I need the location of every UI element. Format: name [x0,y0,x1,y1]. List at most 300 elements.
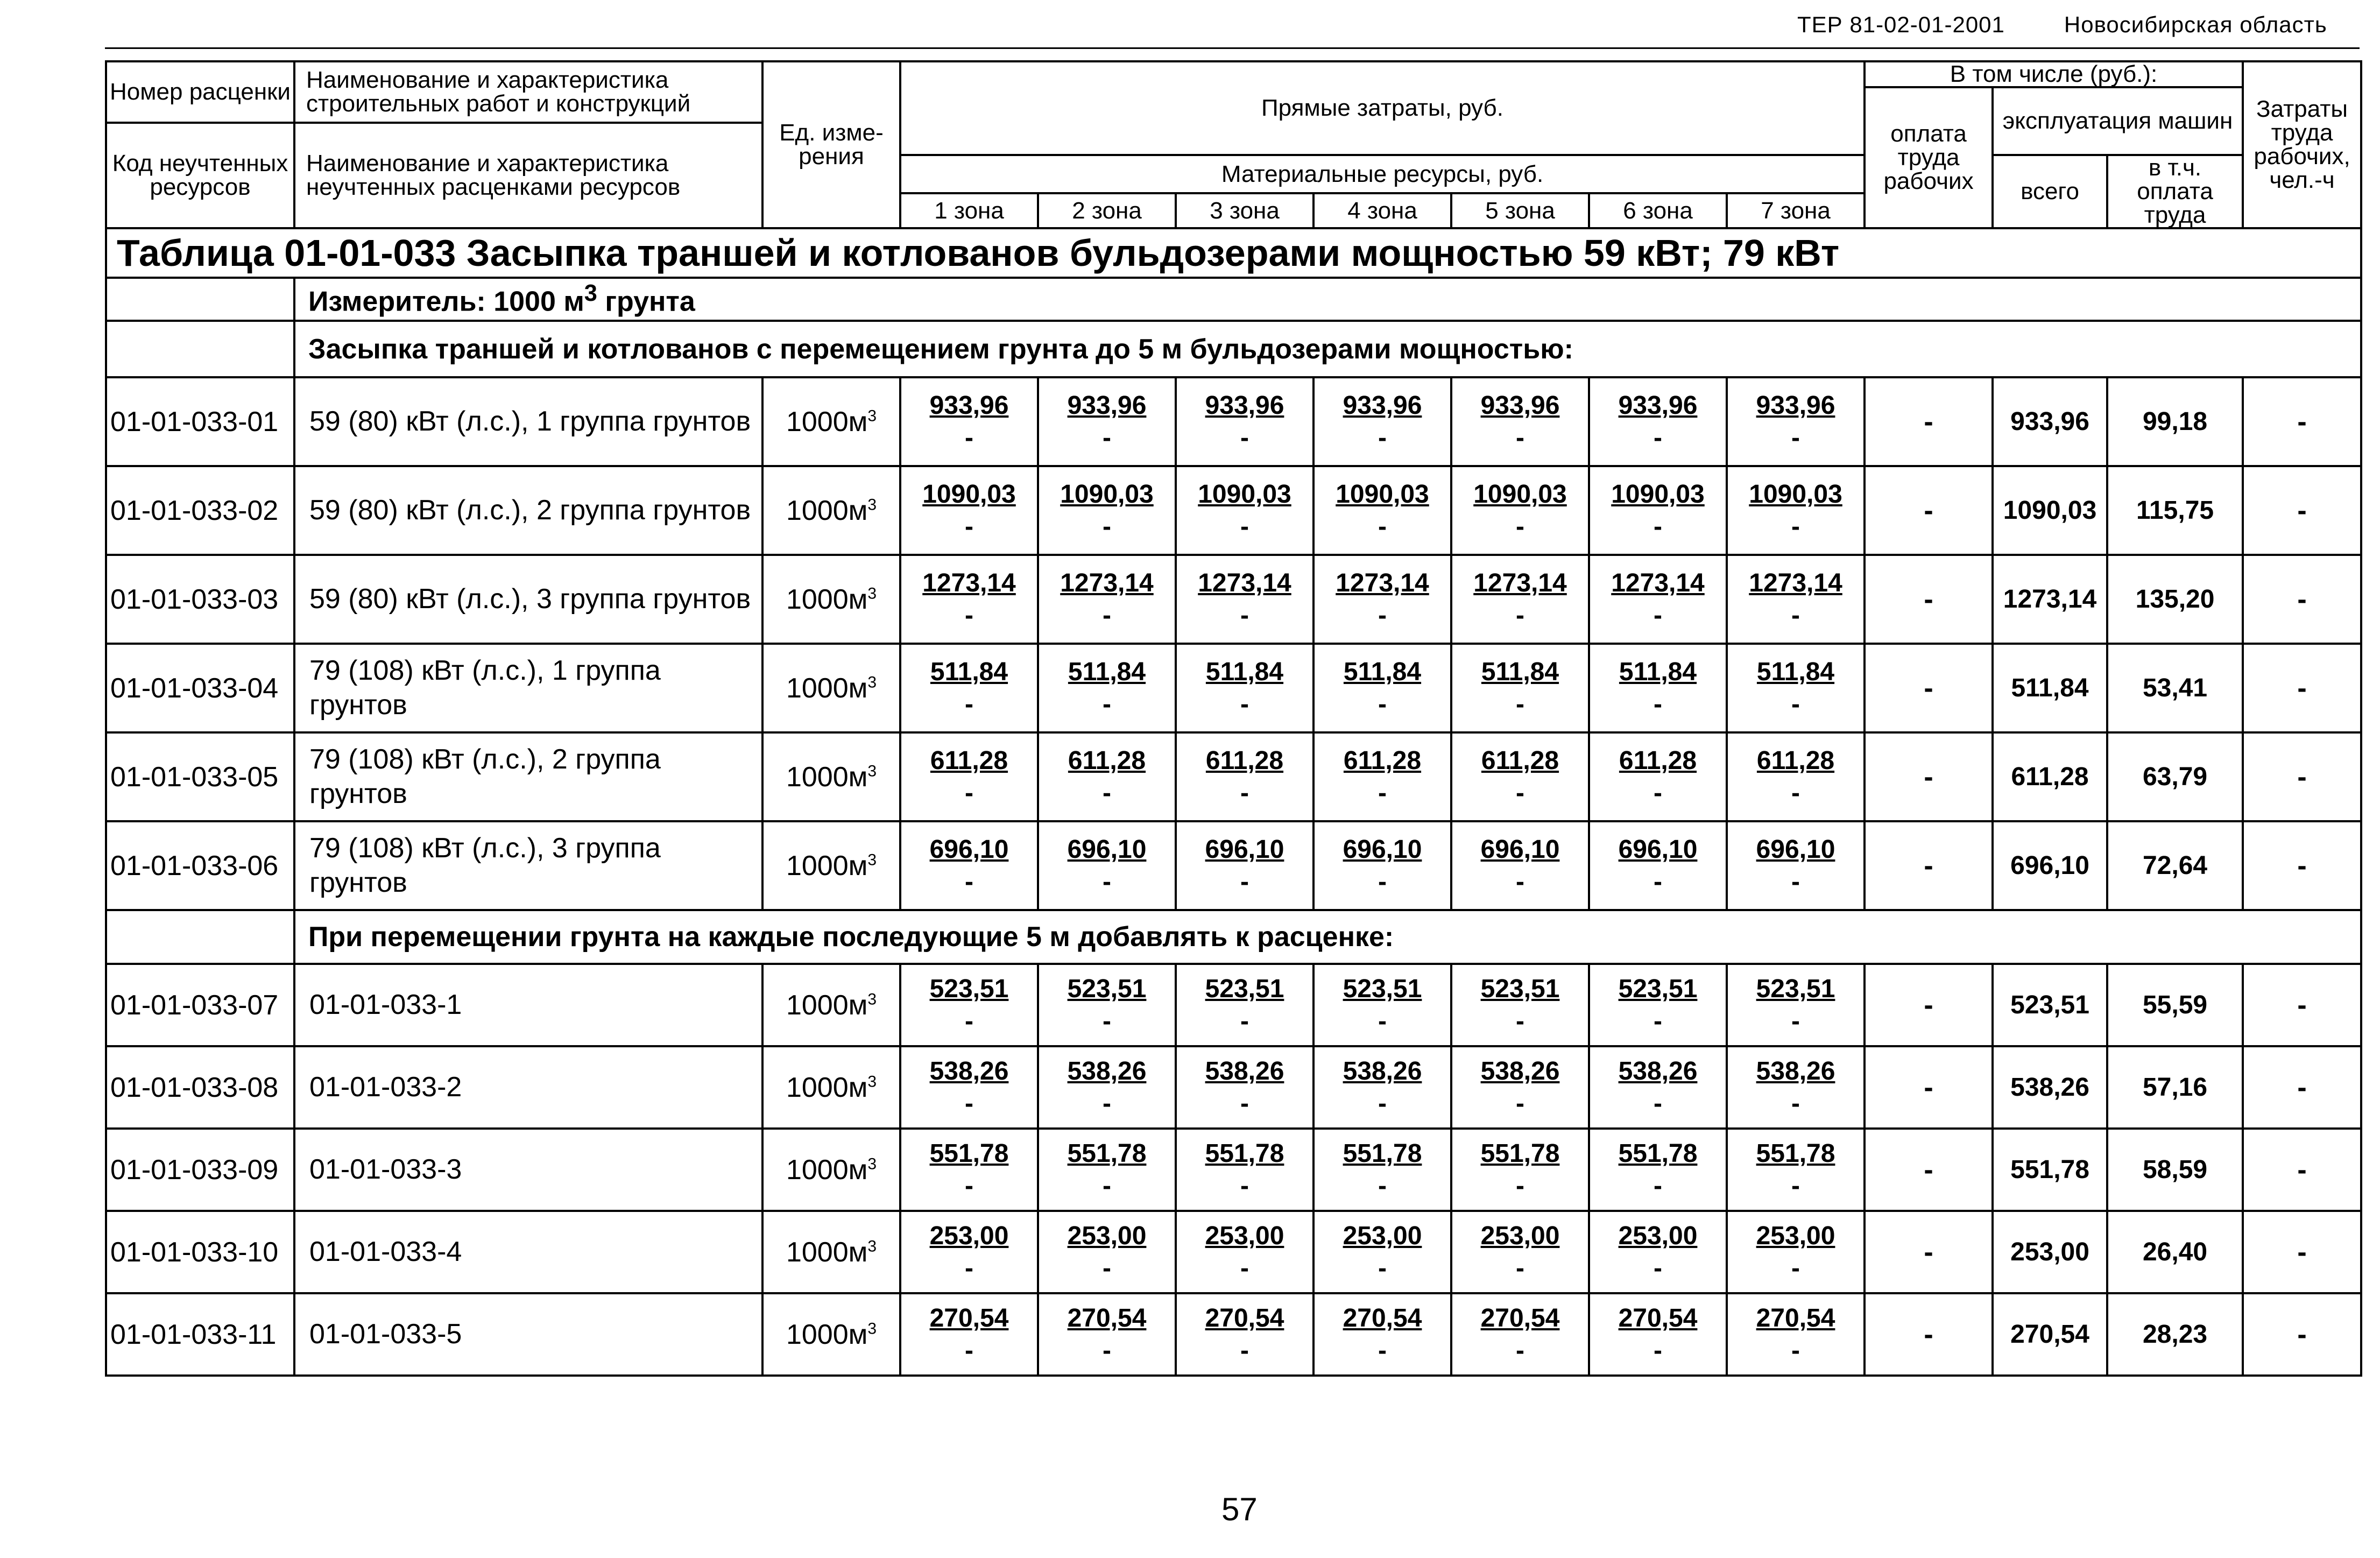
zone-cost-unaccounted: - [1654,778,1662,807]
zone-cost-unaccounted: - [1103,512,1111,541]
zone-cost [1451,466,1589,555]
zone-cost-value: 511,84 [1756,657,1835,686]
zone-cost [1313,377,1451,466]
zone-header: 2 зона [1038,193,1176,228]
zone-cost [1313,466,1451,555]
zone-cost-value: 511,84 [1481,657,1559,686]
zone-cost-value: 523,51 [929,974,1009,1003]
rate-code: 01-01-033-04 [106,644,294,732]
table-row [106,732,2361,821]
zone-cost-unaccounted: - [965,601,973,630]
zone-cost-value: 270,54 [1618,1303,1698,1333]
zone-cost-value: 511,84 [1619,657,1697,686]
zone-cost-unaccounted: - [1516,1336,1524,1365]
zone-cost-value: 551,78 [1205,1139,1284,1168]
zone-cost-unaccounted: - [1516,1171,1524,1200]
machines-total: 511,84 [1993,644,2107,732]
zone-cost-unaccounted: - [1240,778,1249,807]
zone-cost-value: 611,28 [1756,746,1835,775]
zone-cost-value: 270,54 [1205,1303,1284,1333]
header-machines: эксплуатация машин [1993,87,2243,155]
labor-pay: - [1865,1211,1993,1293]
zone-cost [1176,1129,1313,1211]
header-machines-total: всего [1993,155,2107,228]
zone-cost-unaccounted: - [1378,1253,1387,1282]
zone-cost-value: 253,00 [1756,1221,1835,1250]
zone-cost-value: 933,96 [1618,391,1698,420]
machines-total: 253,00 [1993,1211,2107,1293]
zone-cost-unaccounted: - [1378,601,1387,630]
empty-cell [106,910,294,964]
labor-pay: - [1865,1046,1993,1129]
zone-cost [1038,732,1176,821]
machines-total: 611,28 [1993,732,2107,821]
labor-pay: - [1865,555,1993,644]
zone-cost-unaccounted: - [1654,1171,1662,1200]
zone-cost-value: 511,84 [1068,657,1146,686]
zone-cost-unaccounted: - [1791,601,1800,630]
labor-cost: - [2243,964,2361,1046]
machines-total: 538,26 [1993,1046,2107,1129]
machines-labor: 57,16 [2107,1046,2243,1129]
zone-cost [1727,1211,1865,1293]
zone-cost-value: 1090,03 [1749,480,1842,509]
zone-cost-unaccounted: - [1791,1171,1800,1200]
section-heading-additional: При перемещении грунта на каждые последующие 5 м добавлять к расценке: [294,910,2361,964]
work-name: 01-01-033-3 [294,1129,762,1211]
zone-cost-unaccounted: - [965,1171,973,1200]
zone-cost-unaccounted: - [1240,1336,1249,1365]
zone-header: 1 зона [900,193,1038,228]
rate-code: 01-01-033-01 [106,377,294,466]
zone-cost [1727,1046,1865,1129]
zone-cost-value: 1273,14 [1473,568,1567,597]
zone-cost-unaccounted: - [1378,1171,1387,1200]
zone-cost-unaccounted: - [1103,1089,1111,1118]
zone-cost [1451,377,1589,466]
zone-cost [1313,1293,1451,1376]
zone-cost-unaccounted: - [965,689,973,718]
zone-cost-value: 551,78 [1343,1139,1422,1168]
zone-cost-value: 611,28 [1481,746,1559,775]
zone-cost-unaccounted: - [965,1006,973,1035]
table-row [106,1129,2361,1211]
labor-pay: - [1865,1129,1993,1211]
zone-cost [1038,555,1176,644]
zone-cost-value: 523,51 [1618,974,1698,1003]
zone-cost-unaccounted: - [1103,1253,1111,1282]
header-including: В том числе (руб.): [1865,61,2243,87]
labor-cost: - [2243,555,2361,644]
labor-cost: - [2243,1129,2361,1211]
zone-cost-unaccounted: - [1654,867,1662,896]
unit-cell: $1000м^3$ [762,1046,900,1129]
zone-cost-unaccounted: - [1791,689,1800,718]
zone-cost [900,1211,1038,1293]
zone-cost-value: 696,10 [1343,835,1422,864]
unit-cell: $1000м^3$ [762,1129,900,1211]
zone-cost-value: 253,00 [1343,1221,1422,1250]
zone-cost-unaccounted: - [1240,601,1249,630]
zone-cost-value: 1273,14 [1749,568,1842,597]
zone-cost-unaccounted: - [1240,689,1249,718]
unit-cell: $1000м^3$ [762,377,900,466]
zone-cost [1451,821,1589,910]
zone-cost [1313,1211,1451,1293]
zone-cost-unaccounted: - [1654,1253,1662,1282]
zone-cost [1589,555,1727,644]
zone-cost-value: 253,00 [929,1221,1009,1250]
zone-cost-unaccounted: - [1240,867,1249,896]
unit-cell: $1000м^3$ [762,732,900,821]
zone-cost-value: 696,10 [1205,835,1284,864]
work-name: 79 (108) кВт (л.с.), 2 группа грунтов [294,732,762,821]
machines-total: 551,78 [1993,1129,2107,1211]
zone-cost-value: 933,96 [1067,391,1147,420]
zone-cost-value: 551,78 [1756,1139,1835,1168]
zone-cost-unaccounted: - [1378,423,1387,452]
zone-cost-value: 253,00 [1480,1221,1560,1250]
zone-cost-unaccounted: - [1378,1336,1387,1365]
zone-cost-unaccounted: - [1791,778,1800,807]
zone-header: 7 зона [1727,193,1865,228]
header-machines-labor: в т.ч. оплата труда [2107,155,2243,228]
zone-cost-value: 253,00 [1067,1221,1147,1250]
zone-cost-unaccounted: - [1378,1089,1387,1118]
table-row [106,964,2361,1046]
zone-cost-value: 511,84 [1205,657,1284,686]
unit-cell: $1000м^3$ [762,1211,900,1293]
work-name: 59 (80) кВт (л.с.), 3 группа грунтов [294,555,762,644]
zone-cost [900,1293,1038,1376]
zone-cost-value: 696,10 [929,835,1009,864]
zone-cost [1038,964,1176,1046]
zone-cost-value: 1273,14 [1060,568,1154,597]
zone-cost [1451,1046,1589,1129]
labor-pay: - [1865,1293,1993,1376]
zone-header: 4 зона [1313,193,1451,228]
zone-cost-value: 696,10 [1067,835,1147,864]
zone-cost-value: 933,96 [1343,391,1422,420]
table-row [106,644,2361,732]
zone-cost [900,644,1038,732]
zone-cost-value: 1273,14 [1611,568,1705,597]
work-name: 59 (80) кВт (л.с.), 1 группа грунтов [294,377,762,466]
zone-cost [900,1129,1038,1211]
zone-cost-unaccounted: - [1103,1006,1111,1035]
zone-cost [1589,964,1727,1046]
unit-cell: $1000м^3$ [762,644,900,732]
work-name: 01-01-033-2 [294,1046,762,1129]
zone-cost-unaccounted: - [1378,778,1387,807]
zone-cost-unaccounted: - [1516,601,1524,630]
zone-cost-value: 538,26 [1618,1056,1698,1085]
zone-cost-value: 696,10 [1618,835,1698,864]
unit-cell: $1000м^3$ [762,466,900,555]
zone-cost [1176,1211,1313,1293]
unit-cell: $1000м^3$ [762,821,900,910]
zone-cost-value: 538,26 [1205,1056,1284,1085]
header-unit: Ед. изме-рения [762,61,900,228]
machines-total: 1273,14 [1993,555,2107,644]
zone-cost [1313,732,1451,821]
section-heading-base: Засыпка траншей и котлованов с перемещением грунта до 5 м бульдозерами мощностью: [294,321,2361,377]
zone-cost [1727,964,1865,1046]
zone-cost-unaccounted: - [1103,778,1111,807]
measure-unit: Измеритель: 1000 $м^3$ грунта [294,278,2361,321]
zone-cost-value: 523,51 [1480,974,1560,1003]
machines-labor: 63,79 [2107,732,2243,821]
zone-cost [1176,555,1313,644]
zone-cost [1727,732,1865,821]
zone-cost-value: 551,78 [929,1139,1009,1168]
zone-cost-unaccounted: - [1103,1171,1111,1200]
machines-labor: 26,40 [2107,1211,2243,1293]
zone-cost-unaccounted: - [1378,867,1387,896]
zone-cost [1727,821,1865,910]
zone-cost-value: 551,78 [1618,1139,1698,1168]
machines-total: 523,51 [1993,964,2107,1046]
zone-cost [1038,1129,1176,1211]
zone-cost-unaccounted: - [965,867,973,896]
header-labor-pay: оплата труда рабочих [1865,87,1993,228]
zone-cost-value: 538,26 [1067,1056,1147,1085]
zone-cost [1176,466,1313,555]
zone-cost [1589,377,1727,466]
page-number: 57 [1221,1491,1258,1527]
zone-cost [1589,732,1727,821]
work-name: 79 (108) кВт (л.с.), 3 группа грунтов [294,821,762,910]
rate-code: 01-01-033-10 [106,1211,294,1293]
labor-cost: - [2243,377,2361,466]
table-title: Таблица 01-01-033 Засыпка траншей и котлованов бульдозерами мощностью 59 кВт; 79 кВт [106,228,2361,278]
zone-cost-unaccounted: - [965,1253,973,1282]
zone-cost [1176,1293,1313,1376]
zone-cost-unaccounted: - [1516,1006,1524,1035]
zone-cost-value: 611,28 [930,746,1008,775]
zone-cost [1038,466,1176,555]
machines-labor: 115,75 [2107,466,2243,555]
zone-cost-unaccounted: - [1240,1006,1249,1035]
zone-cost-value: 253,00 [1205,1221,1284,1250]
zone-cost [1313,821,1451,910]
zone-cost-unaccounted: - [1791,1089,1800,1118]
header-rate-number: Номер расценки [106,61,294,123]
zone-cost [1589,1046,1727,1129]
zone-cost-value: 523,51 [1343,974,1422,1003]
zone-header: 5 зона [1451,193,1589,228]
zone-cost-value: 538,26 [1480,1056,1560,1085]
zone-cost-value: 523,51 [1067,974,1147,1003]
labor-cost: - [2243,466,2361,555]
zone-cost [1176,821,1313,910]
zone-cost [1727,1129,1865,1211]
zone-cost [1589,1293,1727,1376]
machines-total: 696,10 [1993,821,2107,910]
zone-cost-unaccounted: - [1654,1089,1662,1118]
zone-cost-value: 696,10 [1756,835,1835,864]
zone-cost [1589,644,1727,732]
machines-labor: 99,18 [2107,377,2243,466]
rate-code: 01-01-033-08 [106,1046,294,1129]
rate-code: 01-01-033-07 [106,964,294,1046]
zone-cost [900,821,1038,910]
header-work-name: Наименование и характеристика строительных работ и конструкций [294,61,762,123]
labor-pay: - [1865,821,1993,910]
zone-cost [1313,555,1451,644]
machines-labor: 55,59 [2107,964,2243,1046]
zone-cost-value: 551,78 [1480,1139,1560,1168]
zone-cost [1727,644,1865,732]
zone-cost [1176,732,1313,821]
zone-cost [1451,964,1589,1046]
labor-cost: - [2243,1046,2361,1129]
zone-header: 3 зона [1176,193,1313,228]
price-table [105,60,2362,1377]
zone-cost [1727,555,1865,644]
table-row [106,555,2361,644]
zone-cost [1038,1046,1176,1129]
zone-cost-value: 523,51 [1205,974,1284,1003]
work-name: 59 (80) кВт (л.с.), 2 группа грунтов [294,466,762,555]
zone-cost [1038,821,1176,910]
zone-cost [1727,466,1865,555]
zone-cost-unaccounted: - [1654,1006,1662,1035]
machines-labor: 72,64 [2107,821,2243,910]
zone-cost-value: 933,96 [929,391,1009,420]
zone-cost-value: 1273,14 [1198,568,1291,597]
labor-pay: - [1865,377,1993,466]
zone-cost [900,377,1038,466]
rate-code: 01-01-033-09 [106,1129,294,1211]
zone-cost-unaccounted: - [1240,512,1249,541]
zone-cost-unaccounted: - [1654,601,1662,630]
zone-cost [1313,1046,1451,1129]
zone-cost-value: 270,54 [1067,1303,1147,1333]
zone-cost [1589,1211,1727,1293]
work-name: 01-01-033-5 [294,1293,762,1376]
labor-pay: - [1865,466,1993,555]
zone-cost-unaccounted: - [1516,423,1524,452]
zone-cost [1451,555,1589,644]
zone-cost-value: 611,28 [1619,746,1697,775]
zone-cost [1451,644,1589,732]
table-row [106,1046,2361,1129]
zone-cost-value: 611,28 [1205,746,1284,775]
zone-cost-unaccounted: - [1791,1253,1800,1282]
work-name: 79 (108) кВт (л.с.), 1 группа грунтов [294,644,762,732]
zone-cost-unaccounted: - [1240,1171,1249,1200]
zone-cost [900,964,1038,1046]
zone-cost [1313,1129,1451,1211]
zone-cost-value: 696,10 [1480,835,1560,864]
machines-labor: 53,41 [2107,644,2243,732]
document-code: ТЕР 81-02-01-2001 [1797,12,2005,37]
zone-cost [900,466,1038,555]
zone-cost [1313,964,1451,1046]
zone-cost-unaccounted: - [1103,423,1111,452]
zone-cost-value: 933,96 [1756,391,1835,420]
zone-cost-value: 523,51 [1756,974,1835,1003]
zone-cost [1176,377,1313,466]
zone-cost-value: 538,26 [929,1056,1009,1085]
table-row [106,1211,2361,1293]
zone-cost-unaccounted: - [1516,1089,1524,1118]
zone-cost-value: 1090,03 [1198,480,1291,509]
zone-cost-value: 511,84 [930,657,1008,686]
labor-cost: - [2243,1211,2361,1293]
zone-cost-unaccounted: - [965,512,973,541]
labor-cost: - [2243,1293,2361,1376]
zone-cost-value: 1090,03 [1611,480,1705,509]
labor-cost: - [2243,732,2361,821]
zone-cost-value: 933,96 [1205,391,1284,420]
zone-cost-unaccounted: - [1791,512,1800,541]
table-row [106,821,2361,910]
zone-cost [900,555,1038,644]
zone-cost-unaccounted: - [965,1089,973,1118]
running-header [1797,12,2327,38]
labor-pay: - [1865,964,1993,1046]
zone-cost-value: 270,54 [1480,1303,1560,1333]
region-name: Новосибирская область [2064,12,2327,37]
labor-cost: - [2243,644,2361,732]
zone-cost-value: 933,96 [1480,391,1560,420]
zone-cost [1451,1211,1589,1293]
zone-cost-unaccounted: - [1791,423,1800,452]
zone-cost-value: 1090,03 [1336,480,1429,509]
zone-cost [1176,964,1313,1046]
zone-cost-value: 1090,03 [1060,480,1154,509]
zone-cost [1589,466,1727,555]
zone-cost-unaccounted: - [1103,601,1111,630]
zone-cost [1451,732,1589,821]
zone-cost-unaccounted: - [1103,689,1111,718]
zone-cost-value: 551,78 [1067,1139,1147,1168]
zone-cost-unaccounted: - [1516,778,1524,807]
header-name-unaccounted: Наименование и характеристика неучтенных расценками ресурсов [294,123,762,228]
zone-cost-unaccounted: - [1791,1336,1800,1365]
zone-cost-value: 511,84 [1343,657,1422,686]
zone-cost [900,732,1038,821]
unit-cell: $1000м^3$ [762,964,900,1046]
header-code-unaccounted: Код неучтенных ресурсов [106,123,294,228]
zone-cost [1451,1129,1589,1211]
zone-cost [1451,1293,1589,1376]
zone-cost [1313,644,1451,732]
unit-cell: $1000м^3$ [762,1293,900,1376]
zone-cost-value: 270,54 [1343,1303,1422,1333]
zone-cost-value: 611,28 [1068,746,1146,775]
zone-cost-unaccounted: - [1103,867,1111,896]
machines-labor: 58,59 [2107,1129,2243,1211]
zone-cost-unaccounted: - [1378,689,1387,718]
zone-cost [1176,644,1313,732]
work-name: 01-01-033-4 [294,1211,762,1293]
table-row [106,466,2361,555]
header-labor-cost: Затраты труда рабочих, чел.-ч [2243,61,2361,228]
zone-cost-unaccounted: - [965,1336,973,1365]
empty-cell [106,278,294,321]
zone-cost-value: 538,26 [1756,1056,1835,1085]
zone-cost-unaccounted: - [1654,423,1662,452]
zone-cost-value: 538,26 [1343,1056,1422,1085]
labor-pay: - [1865,732,1993,821]
zone-cost-unaccounted: - [1378,512,1387,541]
zone-cost [1038,1211,1176,1293]
zone-cost-unaccounted: - [1516,867,1524,896]
zone-cost-value: 1090,03 [922,480,1016,509]
